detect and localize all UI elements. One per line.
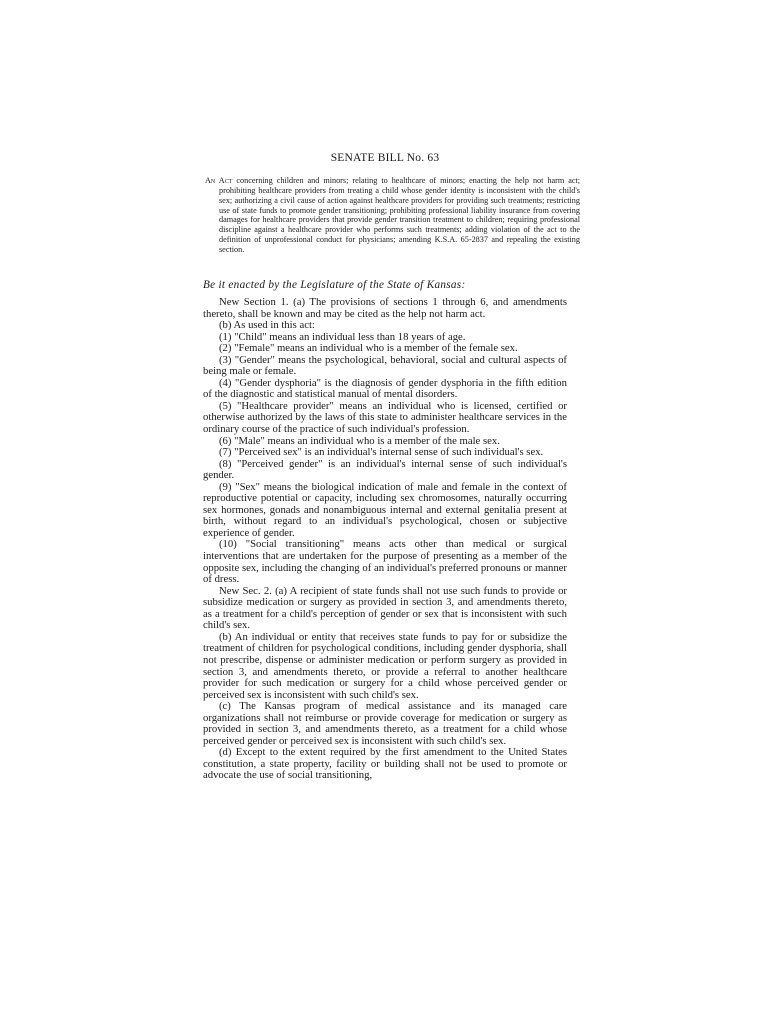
paragraph: (10) "Social transitioning" means acts other than medical or surgical interventions that are undertaken for the purpose of presenting as a member of the opposite sex, including the changing of an individual's preferred pronouns or manner of dress.: [203, 538, 567, 586]
bill-body: [203, 297, 567, 782]
paragraph: New Sec. 2. (a) A recipient of state funds shall not use such funds to provide or subsidize medication or surgery as provided in section 3, and amendments thereto, as a treatment for a child's perception of gender or sex that is inconsistent with such child's sex.: [203, 584, 567, 632]
paragraph: (4) "Gender dysphoria" is the diagnosis of gender dysphoria in the fifth edition of the diagnostic and statistical manual of mental disorders.: [203, 376, 567, 401]
bill-title: SENATE BILL No. 63: [330, 152, 440, 164]
paragraph: (2) "Female" means an individual who is a member of the female sex.: [219, 342, 518, 355]
paragraph: (c) The Kansas program of medical assistance and its managed care organizations shall not reimburse or provide coverage for medication or surgery as provided in section 3, and amendments thereto, as a treatment for a child whose perceived gender or perceived sex is inconsistent with such child's sex.: [203, 700, 567, 747]
act-text: concerning children and minors; relating to healthcare of minors; enacting the help not harm act; prohibiting healthcare providers from treating a child whose gender identity is inconsistent with the child's sex; authorizing a civil cause of action against healthcare providers for providing such treatments; restricting use of state funds to promote gender transitioning; prohibiting professional liability insurance from covering damages for healthcare providers that provide gender transition treatment to children; requiring professional discipline against a healthcare provider who performs such treatments; adding violation of the act to the definition of unprofessional conduct for physicians; amending K.S.A. 65-2837 and repealing the existing section.: [219, 176, 581, 254]
act-prefix: An Act: [205, 176, 233, 185]
paragraph: (9) "Sex" means the biological indication of male and female in the context of reproductive potential or capacity, including sex chromosomes, naturally occurring sex hormones, gonads and nonambiguous internal and external genitalia present at birth, without regard to an individual's psychological, chosen or subjective experience of gender.: [203, 480, 567, 539]
paragraph: (6) "Male" means an individual who is a member of the male sex.: [219, 434, 500, 447]
paragraph: (3) "Gender" means the psychological, behavioral, social and cultural aspects of being male or female.: [203, 353, 567, 378]
enacting-clause: Be it enacted by the Legislature of the State of Kansas:: [203, 279, 466, 291]
paragraph: (d) Except to the extent required by the first amendment to the United States constitution, a state property, facility or building shall not be used to promote or advocate the use of social transitioning,: [203, 746, 567, 782]
paragraph: (5) "Healthcare provider" means an individual who is licensed, certified or otherwise authorized by the laws of this state to administer healthcare services in the ordinary course of the practice of such individual's profession.: [203, 399, 567, 436]
paragraph: (8) "Perceived gender" is an individual's internal sense of such individual's gender.: [203, 457, 567, 482]
paragraph: New Section 1. (a) The provisions of sections 1 through 6, and amendments thereto, shall be known and may be cited as the help not harm act.: [203, 296, 567, 320]
paragraph: (1) "Child" means an individual less than 18 years of age.: [219, 330, 466, 343]
paragraph: (b) An individual or entity that receives state funds to pay for or subsidize the treatment of children for psychological conditions, including gender dysphoria, shall not prescribe, dispense or administer medication or perform surgery as provided in section 3, and amendments thereto, or provide a referral to another healthcare provider for such medication or surgery for a child whose perceived gender or perceived sex is inconsistent with such child's sex.: [203, 630, 567, 701]
act-summary: [205, 176, 580, 255]
paragraph: (7) "Perceived sex" is an individual's internal sense of such individual's sex.: [219, 446, 544, 459]
paragraph: (b) As used in this act:: [219, 319, 315, 332]
